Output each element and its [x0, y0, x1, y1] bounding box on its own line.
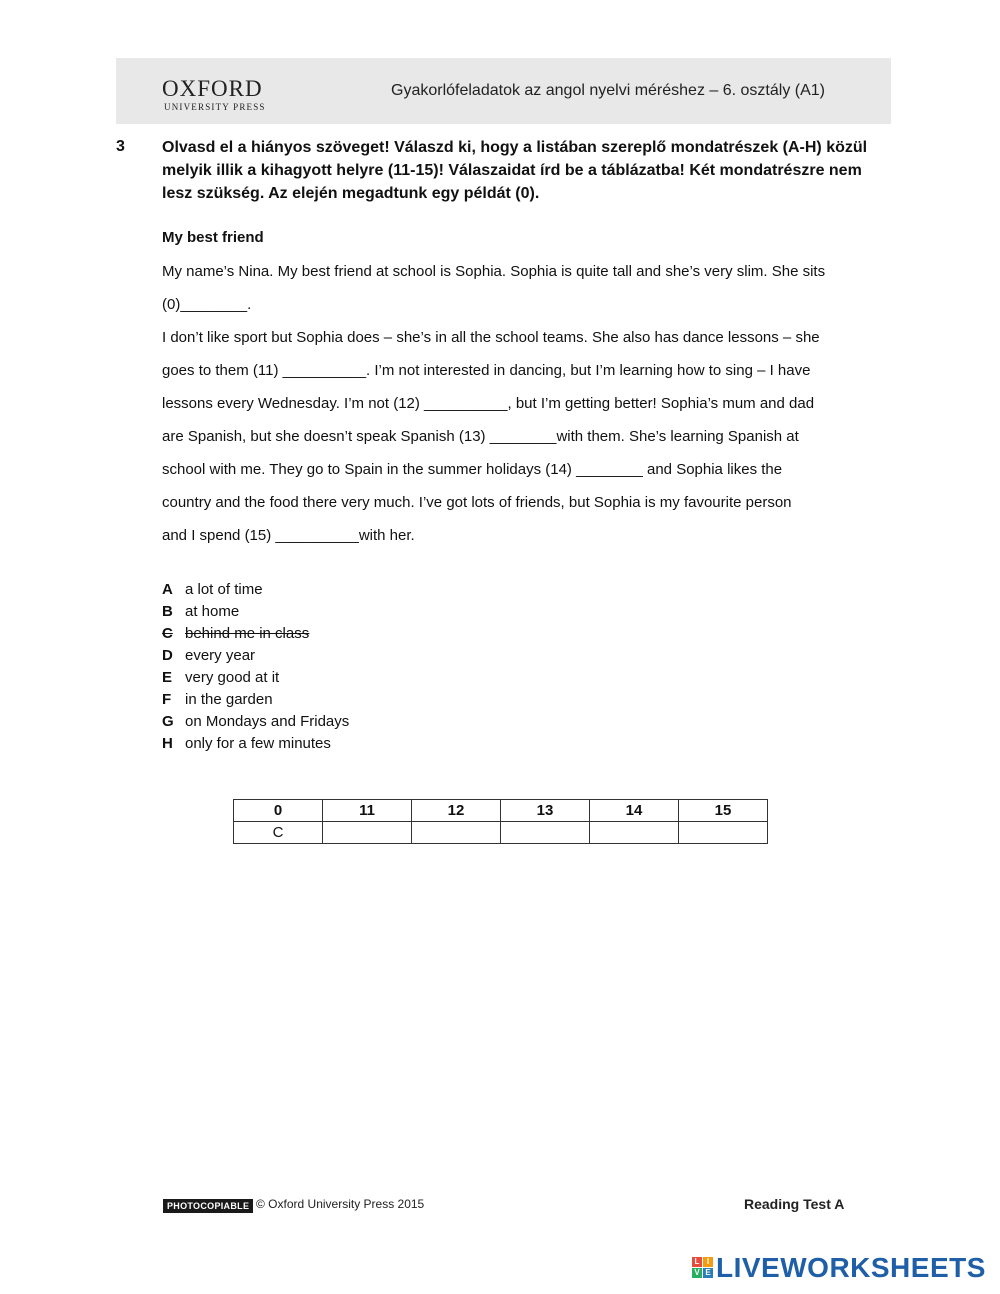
- liveworksheets-icon-tile: E: [703, 1268, 713, 1278]
- page-header: [116, 58, 891, 124]
- text-line: are Spanish, but she doesn’t speak Spanish (13) ________with them. She’s learning Spanish at: [162, 428, 799, 445]
- text-line: school with me. They go to Spain in the summer holidays (14) ________ and Sophia likes the: [162, 461, 783, 478]
- option-item: [162, 579, 349, 601]
- option-item: [162, 711, 349, 733]
- option-list: [162, 579, 349, 755]
- option-text: very good at it: [185, 669, 280, 686]
- photocopiable-badge: PHOTOCOPIABLE: [163, 1199, 253, 1213]
- answer-table-header: 12: [412, 800, 501, 822]
- liveworksheets-icon-tile: V: [692, 1268, 702, 1278]
- option-letter: E: [162, 669, 173, 686]
- answer-table-header: 15: [679, 800, 768, 822]
- text-line: (0)________.: [162, 296, 252, 313]
- option-text: at home: [185, 603, 240, 620]
- answer-cell[interactable]: [412, 822, 501, 844]
- option-text: only for a few minutes: [185, 735, 331, 752]
- footer-test-name: Reading Test A: [744, 1196, 845, 1212]
- footer-copyright: © Oxford University Press 2015: [256, 1197, 425, 1211]
- option-letter: H: [162, 735, 173, 752]
- text-title: My best friend: [162, 229, 264, 246]
- option-item: [162, 689, 349, 711]
- option-item: [162, 645, 349, 667]
- answer-example-cell: C: [234, 822, 323, 844]
- task-number: 3: [116, 138, 125, 155]
- answer-table-header: 14: [590, 800, 679, 822]
- option-item: [162, 601, 349, 623]
- liveworksheets-logo: LIVEWORKSHEETS: [716, 1252, 986, 1283]
- liveworksheets-icon-tile: I: [703, 1257, 713, 1267]
- text-line: I don’t like sport but Sophia does – she’s in all the school teams. She also has dance lessons – she: [162, 329, 820, 346]
- option-text: every year: [185, 647, 256, 664]
- text-line: goes to them (11) __________. I’m not interested in dancing, but I’m learning how to sing – I have: [162, 362, 811, 379]
- liveworksheets-icon-tile: L: [692, 1257, 702, 1267]
- answer-table-header: 11: [323, 800, 412, 822]
- option-letter: D: [162, 647, 173, 664]
- option-letter: G: [162, 713, 174, 730]
- answer-cell[interactable]: [679, 822, 768, 844]
- text-line: and I spend (15) __________with her.: [162, 527, 415, 544]
- answer-cell[interactable]: [501, 822, 590, 844]
- option-letter: C: [162, 625, 173, 642]
- option-letter: F: [162, 691, 172, 708]
- reading-text: [162, 257, 890, 554]
- answer-cell[interactable]: [323, 822, 412, 844]
- option-item: [162, 733, 349, 755]
- option-item: [162, 667, 349, 689]
- answer-table-row: [234, 822, 768, 844]
- header-title: Gyakorlófeladatok az angol nyelvi méréshez – 6. osztály (A1): [391, 82, 825, 99]
- text-line: lessons every Wednesday. I’m not (12) __________, but I’m getting better! Sophia’s mum and dad: [162, 395, 815, 412]
- option-letter: B: [162, 603, 173, 620]
- oxford-logo: OXFORD: [162, 76, 263, 101]
- option-text: behind me in class: [185, 625, 310, 642]
- answer-table-header: 13: [501, 800, 590, 822]
- task-instructions: Olvasd el a hiányos szöveget! Válaszd ki, hogy a listában szereplő mondatrészek (A-H) közül melyik illik a kihagyott helyre (11-15)! Válaszaidat írd be a táblázatba! Két mondatrészre nem lesz szükség. Az elején megadtunk egy példát (0).: [162, 139, 868, 202]
- text-line: country and the food there very much. I’ve got lots of friends, but Sophia is my favourite person: [162, 494, 792, 511]
- option-text: a lot of time: [185, 581, 263, 598]
- answer-table: [233, 799, 768, 844]
- answer-table-header: 0: [234, 800, 323, 822]
- oxford-logo-subtitle: UNIVERSITY PRESS: [164, 102, 266, 112]
- answer-table-header-row: [234, 800, 768, 822]
- liveworksheets-icon: [692, 1257, 713, 1278]
- answer-cell[interactable]: [590, 822, 679, 844]
- option-item-used-example: [162, 623, 349, 645]
- text-line: My name’s Nina. My best friend at school is Sophia. Sophia is quite tall and she’s very slim. She sits: [162, 263, 826, 280]
- option-letter: A: [162, 581, 173, 598]
- option-text: in the garden: [185, 691, 273, 708]
- option-text: on Mondays and Fridays: [185, 713, 350, 730]
